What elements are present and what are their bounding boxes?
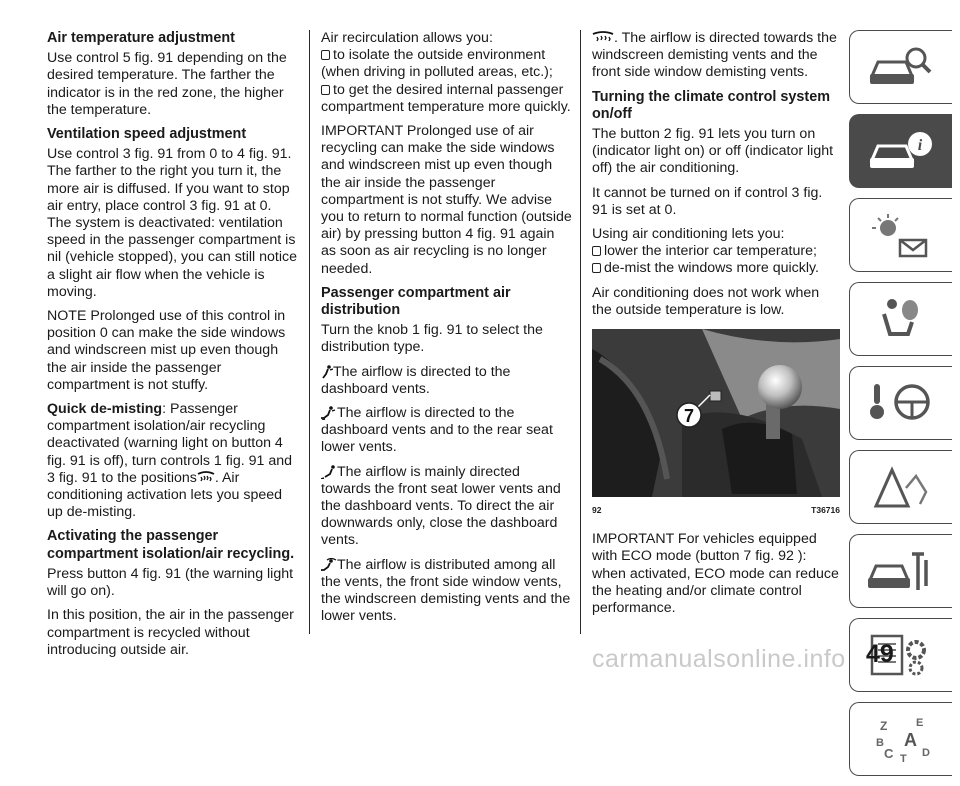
paragraph-temperature: Use control 5 fig. 91 depending on the desired temperature. The farther the indicator is in the red zone, the higher the temperature. xyxy=(47,50,287,118)
chapter-sidebar xyxy=(849,30,960,786)
column-middle xyxy=(321,30,573,633)
bullet-icon xyxy=(592,263,601,273)
paragraph-using-ac: Using air conditioning lets you: xyxy=(592,226,785,243)
distribution-item: The airflow is directed to the dashboard vents and to the rear seat lower vents. xyxy=(321,405,553,456)
paragraph-windscreen-demist: . The airflow is directed towards the windscreen demisting vents and the front side window demisting vents. xyxy=(592,30,837,81)
tab-emergency[interactable] xyxy=(849,450,952,524)
paragraph-recirculation-intro: Air recirculation allows you: xyxy=(321,30,493,46)
tab-maintenance[interactable] xyxy=(849,534,952,608)
tab-alphabetical-index[interactable] xyxy=(849,702,952,776)
car-info-icon xyxy=(866,126,936,176)
paragraph-not-work: Air conditioning does not work when the outside temperature is low. xyxy=(592,284,820,318)
distribution-item: The airflow is mainly directed towards the front seat lower vents and the dashboard vents. To direct the air downwards only, close the dashboard vents. xyxy=(321,463,561,549)
figure-code: T36716 xyxy=(811,505,840,516)
airflow-dashboard-icon xyxy=(321,365,333,379)
quick-demisting-label: Quick de-misting xyxy=(47,401,163,418)
tab-starting-driving[interactable] xyxy=(849,366,952,440)
paragraph-quick-demisting: Quick de-misting: Passenger compartment isolation/air recycling deactivated (warning light on button 4 fig. 91 is off), turn controls 1 fig. 91 and 3 fig. 91 to the positions . Air conditioning activation lets you speed up de-misting. xyxy=(47,401,293,521)
paragraph-press-button: Press button 4 fig. 91 (the warning light will go on). xyxy=(47,565,294,600)
paragraph-ventilation: Use control 3 fig. 91 from 0 to 4 fig. 91. The farther to the right you turn it, the more air is diffused. If you want to stop air entry, place control 3 fig. 91 at 0. The system is deactivated: ventilation speed in the passenger compartment is nil (vehicle stopped), you can still notice a slight air flow when the vehicle is moving. xyxy=(47,146,297,300)
tab-safety[interactable] xyxy=(849,282,952,356)
index-letter: Z xyxy=(880,719,888,733)
index-letter: D xyxy=(922,747,930,759)
page-number: 49 xyxy=(866,640,894,668)
warning-triangle-icon xyxy=(866,462,936,512)
windscreen-demist-icon xyxy=(592,31,614,45)
distribution-item: The airflow is distributed among all the vents, the front side window vents, the windscreen demisting vents and the lower vents. xyxy=(321,556,571,625)
airbag-seat-icon xyxy=(866,294,936,344)
column-divider xyxy=(309,30,310,634)
index-letter: A xyxy=(904,730,917,750)
tab-technical-data[interactable] xyxy=(849,618,952,692)
list-item: lower the interior car temperature; xyxy=(592,243,840,260)
heading-air-temperature: Air temperature adjustment xyxy=(47,30,235,46)
column-right xyxy=(592,30,840,624)
index-letter: E xyxy=(916,717,924,729)
tab-warning-lights[interactable] xyxy=(849,198,952,272)
dashboard-photo xyxy=(592,329,840,497)
figure-caption xyxy=(592,502,840,519)
heading-activating-isolation: Activating the passenger compartment isolation/air recycling. xyxy=(47,528,295,562)
paragraph-cannot: It cannot be turned on if control 3 fig. 91 is set at 0. xyxy=(592,184,823,218)
paragraph-important-recycling: IMPORTANT Prolonged use of air recycling can make the side windows and windscreen mist up even though the air inside the passenger compartment is not stuffy. We advise you to return to normal function (outside air) by pressing button 4 fig. 91 again as soon as air recycling is no longer needed. xyxy=(321,123,572,277)
list-item: to get the desired internal passenger compartment temperature more quickly. xyxy=(321,81,571,115)
car-wrench-icon xyxy=(866,546,936,596)
index-letter: T xyxy=(900,753,907,764)
watermark: carmanualsonline.info xyxy=(592,645,846,673)
bullet-icon xyxy=(592,246,601,256)
paragraph-note: NOTE Prolonged use of this control in position 0 can make the side windows and windscreen mist up even though the air inside the passenger compartment is not stuffy. xyxy=(47,308,286,393)
column-left xyxy=(47,30,299,666)
airflow-feet-icon xyxy=(321,465,337,479)
bullet-icon xyxy=(321,85,330,95)
heading-ventilation-speed: Ventilation speed adjustment xyxy=(47,126,247,143)
bullet-icon xyxy=(321,50,330,60)
column-divider xyxy=(580,30,581,634)
paragraph-position: In this position, the air in the passenger compartment is recycled without introducing outside air. xyxy=(47,607,294,658)
figure-number: 92 xyxy=(592,505,602,516)
heading-air-distribution: Passenger compartment air distribution xyxy=(321,284,511,319)
heading-turning-climate-control: Turning the climate control system on/off xyxy=(592,88,831,122)
windscreen-demist-icon xyxy=(197,471,215,485)
airflow-all-vents-icon xyxy=(321,558,337,572)
paragraph-button-2: The button 2 fig. 91 lets you turn on (indicator light on) or off (indicator light off) the air conditioning. xyxy=(592,126,834,177)
index-letter: B xyxy=(876,737,884,749)
list-item: de-mist the windows more quickly. xyxy=(592,260,840,277)
svg-text:i: i xyxy=(917,137,923,154)
alphabet-index-icon xyxy=(866,714,936,764)
tab-knowing-vehicle[interactable] xyxy=(849,30,952,104)
distribution-item: The airflow is directed to the dashboard vents. xyxy=(321,363,511,397)
paragraph-knob: Turn the knob 1 fig. 91 to select the distribution type. xyxy=(321,322,543,356)
warning-lights-icon xyxy=(866,210,936,260)
callout-7: 7 xyxy=(683,406,694,427)
key-steering-icon xyxy=(866,378,936,428)
paragraph-important-eco: IMPORTANT For vehicles equipped with ECO mode (button 7 fig. 92 ): when activated, ECO mode can reduce the heating and/or climate control performance. xyxy=(592,531,839,617)
figure-92-photo xyxy=(592,329,840,497)
car-search-icon xyxy=(866,42,936,92)
list-item: to isolate the outside environment (when driving in polluted areas, etc.); xyxy=(321,47,553,81)
airflow-dashboard-rear-icon xyxy=(321,406,337,420)
index-letter: C xyxy=(884,746,894,761)
tab-instruments-info[interactable] xyxy=(849,114,952,188)
